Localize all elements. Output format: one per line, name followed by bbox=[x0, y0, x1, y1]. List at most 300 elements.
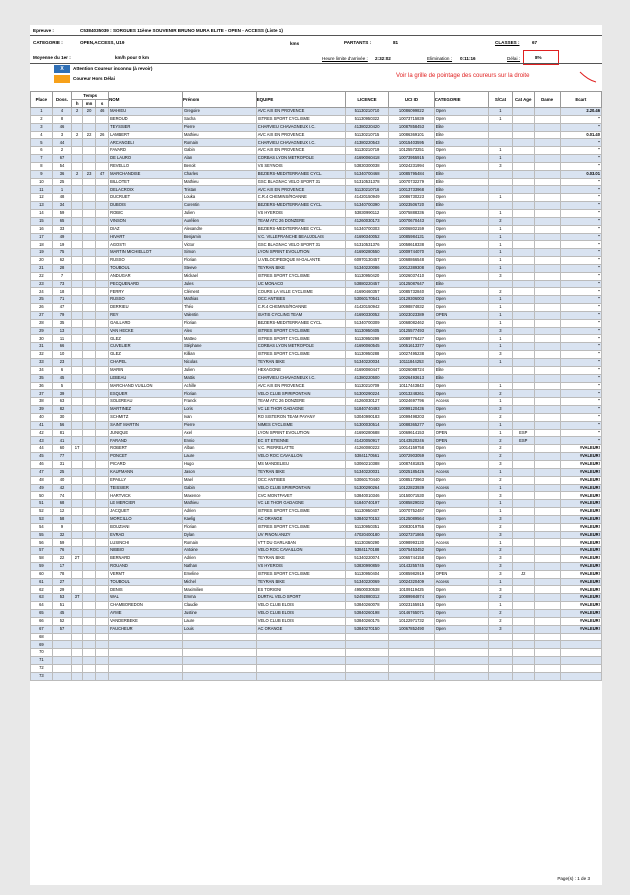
table-cell bbox=[72, 390, 83, 398]
table-cell bbox=[96, 147, 109, 155]
table-cell: 65 bbox=[52, 217, 72, 225]
table-cell bbox=[96, 272, 109, 280]
table-cell: 41690060545 bbox=[345, 343, 388, 351]
table-cell bbox=[96, 539, 109, 547]
col-licence: LICENCE bbox=[345, 92, 388, 108]
table-cell bbox=[512, 633, 534, 641]
table-cell: ESP bbox=[512, 437, 534, 445]
table-cell: 51130210716 bbox=[345, 186, 388, 194]
table-cell: 66 bbox=[52, 343, 72, 351]
table-cell: 10023023389 bbox=[389, 311, 435, 319]
table-cell bbox=[534, 586, 560, 594]
table-cell: " bbox=[560, 382, 601, 390]
table-cell: 19 bbox=[31, 249, 53, 257]
table-cell: 8 bbox=[52, 115, 72, 123]
table-cell bbox=[512, 562, 534, 570]
table-cell: 15 bbox=[31, 217, 53, 225]
table-cell: " bbox=[560, 241, 601, 249]
table-cell: ROBIC bbox=[109, 209, 183, 217]
table-cell: Access bbox=[434, 539, 488, 547]
table-cell: #VALEUR! bbox=[560, 610, 601, 618]
table-cell: VERMT bbox=[109, 570, 183, 578]
table-cell: 10086369101 bbox=[389, 131, 435, 139]
table-cell bbox=[182, 664, 256, 672]
table-row bbox=[31, 382, 602, 390]
table-cell: ARCANGELI bbox=[109, 139, 183, 147]
table-cell: 27 bbox=[52, 578, 72, 586]
table-cell: 41380220543 bbox=[345, 139, 388, 147]
table-cell: CORBAS LYON METROPOLE bbox=[256, 343, 345, 351]
epreuve-label: Epreuve : bbox=[33, 28, 54, 33]
table-row bbox=[31, 610, 602, 618]
table-cell: OCC ANTIBES bbox=[256, 296, 345, 304]
table-cell bbox=[534, 610, 560, 618]
table-cell: 53040990183 bbox=[345, 413, 388, 421]
table-cell bbox=[512, 625, 534, 633]
table-cell bbox=[534, 257, 560, 265]
table-row bbox=[31, 421, 602, 429]
table-cell: Emeline bbox=[182, 570, 256, 578]
table-cell bbox=[512, 610, 534, 618]
table-cell: ROUAND bbox=[109, 562, 183, 570]
table-row bbox=[31, 602, 602, 610]
table-cell: 10146765071 bbox=[389, 610, 435, 618]
table-cell: " bbox=[560, 162, 601, 170]
table-cell bbox=[512, 311, 534, 319]
table-cell bbox=[534, 319, 560, 327]
table-cell: Open bbox=[434, 625, 488, 633]
table-cell: GLEZ bbox=[109, 335, 183, 343]
table-cell: 10070732279 bbox=[389, 178, 435, 186]
table-cell: " bbox=[560, 327, 601, 335]
table-cell: 19 bbox=[52, 241, 72, 249]
table-cell: 53060210388 bbox=[345, 460, 388, 468]
table-row bbox=[31, 162, 602, 170]
table-cell bbox=[489, 131, 513, 139]
table-cell: U.VELOCIPEDIQUE M-GALANTE bbox=[256, 257, 345, 265]
table-cell bbox=[83, 672, 96, 680]
table-cell bbox=[72, 147, 83, 155]
table-cell: Aurélien bbox=[182, 217, 256, 225]
table-cell: FERRY bbox=[109, 288, 183, 296]
table-cell: VANDERBEKE bbox=[109, 617, 183, 625]
table-row bbox=[31, 202, 602, 210]
table-cell bbox=[72, 382, 83, 390]
table-cell: 52 bbox=[31, 508, 53, 516]
table-cell: PONCET bbox=[109, 453, 183, 461]
table-cell bbox=[534, 115, 560, 123]
table-cell: 78 bbox=[52, 570, 72, 578]
table-cell: 27 bbox=[31, 311, 53, 319]
table-cell: #VALEUR! bbox=[560, 617, 601, 625]
table-cell: 56 bbox=[52, 421, 72, 429]
table-cell: 2 bbox=[72, 170, 83, 178]
table-cell bbox=[72, 217, 83, 225]
table-cell bbox=[72, 413, 83, 421]
table-cell: Florian bbox=[182, 257, 256, 265]
table-cell: 41380220420 bbox=[345, 123, 388, 131]
table-row bbox=[31, 406, 602, 414]
table-cell bbox=[109, 672, 183, 680]
table-cell: 51130950407 bbox=[345, 508, 388, 516]
table-cell bbox=[534, 147, 560, 155]
table-cell: 53830300038 bbox=[345, 162, 388, 170]
table-cell bbox=[512, 468, 534, 476]
table-cell bbox=[83, 523, 96, 531]
table-cell: " bbox=[560, 280, 601, 288]
table-cell: Florian bbox=[182, 523, 256, 531]
arrow-icon bbox=[578, 70, 598, 90]
table-cell: Laure bbox=[182, 617, 256, 625]
table-cell bbox=[96, 359, 109, 367]
table-cell bbox=[96, 484, 109, 492]
table-cell: " bbox=[560, 390, 601, 398]
table-cell bbox=[389, 664, 435, 672]
table-cell: 22 bbox=[83, 131, 96, 139]
table-cell: 47 bbox=[31, 468, 53, 476]
table-cell bbox=[512, 617, 534, 625]
table-cell: Julien bbox=[182, 366, 256, 374]
table-cell: 10027495238 bbox=[389, 351, 435, 359]
table-cell bbox=[560, 664, 601, 672]
table-cell bbox=[534, 633, 560, 641]
table-cell: Open bbox=[434, 241, 488, 249]
table-row bbox=[31, 327, 602, 335]
table-cell: #VALEUR! bbox=[560, 500, 601, 508]
table-cell: 1 bbox=[489, 249, 513, 257]
table-cell: AVC AIX EN PROVENCE bbox=[256, 382, 345, 390]
table-cell: Alex bbox=[182, 327, 256, 335]
table-cell: Killian bbox=[182, 351, 256, 359]
table-cell bbox=[96, 186, 109, 194]
table-cell bbox=[83, 453, 96, 461]
col-catage: Cat Age bbox=[512, 92, 534, 108]
table-cell bbox=[389, 672, 435, 680]
table-cell: 73 bbox=[52, 280, 72, 288]
table-cell bbox=[389, 649, 435, 657]
table-cell: 53060170541 bbox=[345, 296, 388, 304]
table-row bbox=[31, 249, 602, 257]
table-cell bbox=[72, 304, 83, 312]
table-cell: " bbox=[560, 343, 601, 351]
table-cell: 32 bbox=[31, 351, 53, 359]
table-cell bbox=[83, 602, 96, 610]
col-equipe: EQUIPE bbox=[256, 92, 345, 108]
table-row bbox=[31, 649, 602, 657]
table-cell bbox=[96, 523, 109, 531]
table-cell bbox=[109, 649, 183, 657]
table-cell bbox=[72, 178, 83, 186]
table-cell: Julien bbox=[182, 209, 256, 217]
table-cell: 26 bbox=[96, 131, 109, 139]
table-cell bbox=[534, 186, 560, 194]
table-cell: Axel bbox=[182, 429, 256, 437]
table-cell bbox=[72, 359, 83, 367]
page-footer: Page(s) : 1 de 3 bbox=[557, 876, 590, 881]
table-cell bbox=[72, 233, 83, 241]
table-cell: " bbox=[560, 359, 601, 367]
table-cell: AVC AIX EN PROVENCE bbox=[256, 147, 345, 155]
table-cell bbox=[83, 657, 96, 665]
table-cell: Open bbox=[434, 288, 488, 296]
table-cell: 10072903059 bbox=[389, 453, 435, 461]
table-cell bbox=[182, 649, 256, 657]
table-cell: 10013733968 bbox=[389, 186, 435, 194]
table-row bbox=[31, 233, 602, 241]
table-cell: TEAM ATC 26 DONZERE bbox=[256, 398, 345, 406]
table-cell: FARAND bbox=[109, 437, 183, 445]
table-cell bbox=[512, 233, 534, 241]
table-cell bbox=[96, 641, 109, 649]
table-cell: Adrien bbox=[182, 508, 256, 516]
table-cell: ISTRES SPORT CYCLISME bbox=[256, 570, 345, 578]
table-cell bbox=[83, 311, 96, 319]
table-cell bbox=[83, 539, 96, 547]
table-cell bbox=[83, 217, 96, 225]
table-cell: Mickael bbox=[182, 272, 256, 280]
table-cell: " bbox=[560, 217, 601, 225]
table-cell bbox=[72, 570, 83, 578]
table-cell: 10 bbox=[31, 178, 53, 186]
table-cell bbox=[83, 288, 96, 296]
delai-value: 8% bbox=[535, 55, 542, 60]
table-cell: UV PINON ANIZY bbox=[256, 531, 345, 539]
table-cell bbox=[83, 155, 96, 163]
table-cell: 3 bbox=[489, 562, 513, 570]
table-cell: 10069614153 bbox=[389, 429, 435, 437]
table-cell bbox=[83, 594, 96, 602]
table-cell bbox=[534, 296, 560, 304]
table-cell: Open bbox=[434, 610, 488, 618]
hors-delai-legend bbox=[54, 75, 70, 83]
table-cell: Open bbox=[434, 421, 488, 429]
table-cell bbox=[534, 484, 560, 492]
table-cell bbox=[72, 610, 83, 618]
table-cell: MARTINEZ bbox=[109, 406, 183, 414]
table-cell: ISTRES SPORT CYCLISME bbox=[256, 351, 345, 359]
table-cell bbox=[72, 625, 83, 633]
table-cell bbox=[96, 531, 109, 539]
table-cell bbox=[512, 500, 534, 508]
table-cell: " bbox=[560, 311, 601, 319]
col-categorie: CATEGORIE bbox=[434, 92, 488, 108]
table-cell: Open bbox=[434, 327, 488, 335]
table-cell: 51130950405 bbox=[345, 327, 388, 335]
table-cell: 1 bbox=[489, 233, 513, 241]
table-cell: 51130950322 bbox=[345, 115, 388, 123]
table-cell bbox=[489, 649, 513, 657]
table-cell bbox=[534, 570, 560, 578]
table-cell: 60 bbox=[52, 445, 72, 453]
table-cell: " bbox=[560, 304, 601, 312]
table-cell: 13 bbox=[31, 202, 53, 210]
table-cell bbox=[72, 547, 83, 555]
table-cell bbox=[489, 672, 513, 680]
table-cell: 75 bbox=[52, 249, 72, 257]
table-cell: 40 bbox=[31, 413, 53, 421]
table-cell: 53840260175 bbox=[345, 617, 388, 625]
table-row bbox=[31, 272, 602, 280]
table-cell bbox=[83, 319, 96, 327]
table-cell: 2 bbox=[489, 523, 513, 531]
table-cell bbox=[534, 460, 560, 468]
table-cell bbox=[52, 641, 72, 649]
table-cell: 10068082462 bbox=[389, 319, 435, 327]
table-cell: Florian bbox=[182, 390, 256, 398]
table-cell: 1 bbox=[489, 578, 513, 586]
table-cell bbox=[96, 264, 109, 272]
table-cell bbox=[534, 233, 560, 241]
table-cell: 41690280550 bbox=[345, 249, 388, 257]
table-cell: 0.03.01 bbox=[560, 170, 601, 178]
table-cell bbox=[534, 131, 560, 139]
table-cell: 10085982919 bbox=[389, 570, 435, 578]
table-cell: Pierre bbox=[182, 421, 256, 429]
table-cell: TEYRAN BIKE bbox=[256, 264, 345, 272]
table-cell: LAMBERT bbox=[109, 131, 183, 139]
table-cell bbox=[534, 445, 560, 453]
table-cell: NIBBIO bbox=[109, 547, 183, 555]
table-cell: Open bbox=[434, 264, 488, 272]
table-cell bbox=[512, 178, 534, 186]
table-cell bbox=[489, 139, 513, 147]
table-cell: Open bbox=[434, 562, 488, 570]
table-cell: 3 bbox=[489, 625, 513, 633]
table-cell bbox=[534, 539, 560, 547]
table-cell bbox=[256, 641, 345, 649]
table-cell: Tristan bbox=[182, 186, 256, 194]
table-cell: Open bbox=[434, 343, 488, 351]
table-cell bbox=[96, 202, 109, 210]
table-cell: 10098993130 bbox=[389, 539, 435, 547]
table-cell: 1 bbox=[489, 209, 513, 217]
table-cell: Elite bbox=[434, 186, 488, 194]
hors-delai-text: Coureur Hors Délai bbox=[73, 76, 115, 81]
table-cell: 10111844253 bbox=[389, 359, 435, 367]
table-cell: NIMES CYCLISME bbox=[256, 421, 345, 429]
table-cell: 51130950288 bbox=[345, 351, 388, 359]
table-cell: #VALEUR! bbox=[560, 586, 601, 594]
table-cell bbox=[512, 398, 534, 406]
table-cell bbox=[560, 672, 601, 680]
table-cell: 30 bbox=[31, 335, 53, 343]
table-cell: 7 bbox=[31, 155, 53, 163]
table-row bbox=[31, 453, 602, 461]
table-cell: 68 bbox=[52, 500, 72, 508]
table-cell: 34 bbox=[31, 366, 53, 374]
table-cell: #VALEUR! bbox=[560, 460, 601, 468]
table-cell: 9 bbox=[31, 170, 53, 178]
table-cell bbox=[534, 139, 560, 147]
table-cell: Open bbox=[434, 390, 488, 398]
table-cell: 10051613377 bbox=[389, 343, 435, 351]
table-cell: Gregoire bbox=[182, 108, 256, 116]
table-cell: 51340220034 bbox=[345, 359, 388, 367]
table-cell: 39 bbox=[52, 390, 72, 398]
table-cell: Maximilien bbox=[182, 586, 256, 594]
table-cell: Dylan bbox=[182, 531, 256, 539]
table-cell: Jules bbox=[182, 280, 256, 288]
table-cell: 53840270150 bbox=[345, 625, 388, 633]
table-cell: #VALEUR! bbox=[560, 531, 601, 539]
table-cell bbox=[534, 170, 560, 178]
table-cell: 10024697796 bbox=[389, 398, 435, 406]
table-cell bbox=[434, 672, 488, 680]
table-cell: 64 bbox=[31, 602, 53, 610]
table-cell: 1 bbox=[489, 194, 513, 202]
table-cell: 10083019755 bbox=[389, 523, 435, 531]
table-cell: LE MERCIER bbox=[109, 500, 183, 508]
table-cell bbox=[534, 162, 560, 170]
table-cell: 10099498203 bbox=[389, 413, 435, 421]
table-cell: Adrien bbox=[182, 555, 256, 563]
table-cell bbox=[512, 578, 534, 586]
table-cell: 43 bbox=[31, 437, 53, 445]
table-cell bbox=[489, 123, 513, 131]
table-cell bbox=[72, 437, 83, 445]
table-cell bbox=[83, 429, 96, 437]
table-cell: 2 bbox=[489, 476, 513, 484]
table-cell: 5 bbox=[52, 382, 72, 390]
table-cell bbox=[96, 492, 109, 500]
table-cell: 2 bbox=[72, 108, 83, 116]
table-cell: 20 bbox=[83, 108, 96, 116]
table-cell bbox=[512, 453, 534, 461]
col-ecart: Ecart bbox=[560, 92, 601, 108]
table-cell bbox=[72, 311, 83, 319]
table-cell bbox=[96, 343, 109, 351]
table-cell: 10099120436 bbox=[389, 406, 435, 414]
table-row bbox=[31, 594, 602, 602]
table-cell: ISTRES SPORT CYCLISME bbox=[256, 523, 345, 531]
table-row bbox=[31, 319, 602, 327]
table-cell: 24 bbox=[31, 288, 53, 296]
table-cell: 10075453452 bbox=[389, 547, 435, 555]
table-cell: #VALEUR! bbox=[560, 625, 601, 633]
table-cell: 1 bbox=[489, 147, 513, 155]
table-cell: WAL bbox=[109, 594, 183, 602]
table-cell: ISTRES SPORT CYCLISME bbox=[256, 335, 345, 343]
table-cell: 18 bbox=[52, 288, 72, 296]
table-cell: 72 bbox=[31, 664, 53, 672]
col-h: h bbox=[72, 100, 83, 108]
table-cell: 38 bbox=[31, 398, 53, 406]
table-cell bbox=[256, 657, 345, 665]
table-cell: ISTRES SPORT CYCLISME bbox=[256, 272, 345, 280]
table-cell bbox=[512, 343, 534, 351]
table-cell: #VALEUR! bbox=[560, 515, 601, 523]
table-cell: 32 bbox=[52, 531, 72, 539]
table-cell: COURS LA VILLE CYCLISME bbox=[256, 288, 345, 296]
table-cell bbox=[512, 202, 534, 210]
table-cell: 1 bbox=[489, 319, 513, 327]
table-cell: 10143520246 bbox=[389, 437, 435, 445]
table-cell: 10023506720 bbox=[389, 202, 435, 210]
table-cell: " bbox=[560, 202, 601, 210]
table-cell bbox=[96, 555, 109, 563]
table-cell bbox=[534, 429, 560, 437]
table-cell: Ivan bbox=[182, 413, 256, 421]
table-cell: HIVART bbox=[109, 233, 183, 241]
table-cell: 40 bbox=[52, 476, 72, 484]
table-cell: Hugo bbox=[182, 460, 256, 468]
table-cell: 54 bbox=[31, 523, 53, 531]
table-cell bbox=[434, 641, 488, 649]
table-cell: 10086730223 bbox=[389, 194, 435, 202]
table-cell: 51 bbox=[52, 602, 72, 610]
table-cell bbox=[96, 437, 109, 445]
table-cell: Open bbox=[434, 382, 488, 390]
